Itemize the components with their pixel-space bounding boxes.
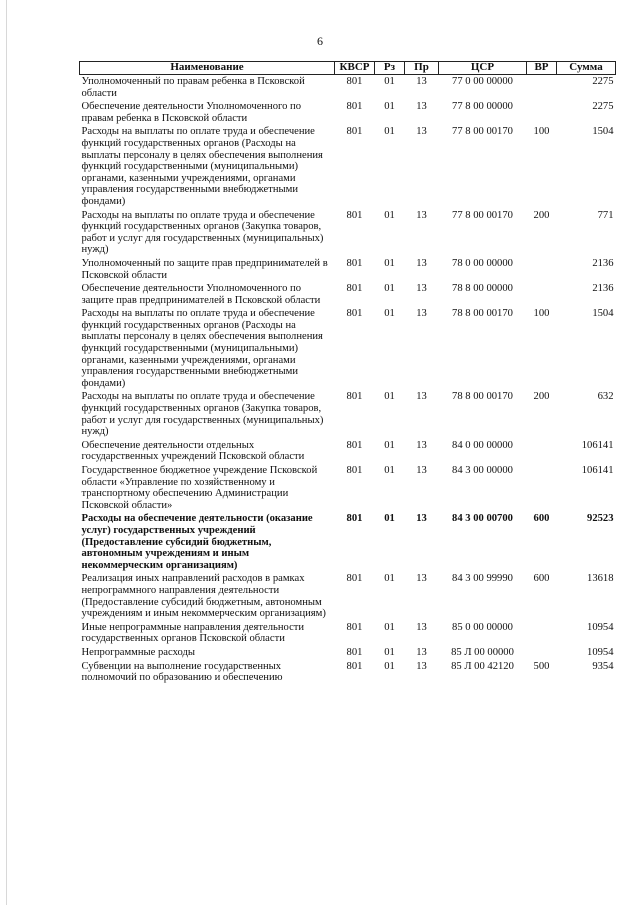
row-vr: 100	[533, 308, 550, 320]
row-rz: 01	[384, 209, 395, 221]
row-name: Обеспечение деятельности Уполномоченного по защите прав предпринимателей в Псковской области	[81, 283, 321, 306]
row-pr: 13	[416, 621, 427, 633]
row-pr: 13	[416, 283, 427, 295]
row-pr: 13	[416, 101, 427, 113]
row-sum: 771	[597, 209, 614, 221]
row-sum: 2136	[592, 283, 614, 295]
row-sum: 10954	[587, 646, 614, 658]
row-rz: 01	[384, 573, 395, 585]
row-rz: 01	[384, 101, 395, 113]
table-row	[80, 621, 616, 646]
row-sum: 92523	[587, 513, 614, 525]
row-rz: 01	[384, 391, 395, 403]
table-row	[80, 75, 616, 101]
row-sum: 632	[597, 391, 614, 403]
row-pr: 13	[416, 573, 427, 585]
scan-edge	[6, 0, 7, 905]
row-sum: 1504	[592, 126, 614, 138]
row-rz: 01	[384, 465, 395, 476]
row-name: Расходы на выплаты по оплате труда и обеспечение функций государственных органов (Расходы на выплаты персоналу в целях обеспечения выполнения функций государственными (муниципальными) органами, казенными учреждениями, органами управления государственными внебюджетными фондами)	[81, 126, 323, 207]
table-row	[80, 464, 616, 512]
row-csr: 85 0 00 00000	[452, 621, 513, 633]
row-sum: 106141	[581, 465, 614, 476]
row-pr: 13	[416, 76, 427, 87]
row-name: Государственное бюджетное учреждение Псковской области «Управление по хозяйственному и транспортному обеспечению Администрации Псковской области»	[81, 465, 318, 511]
row-csr: 84 3 00 00000	[452, 465, 513, 476]
row-kvsr: 801	[346, 209, 363, 221]
row-sum: 2136	[592, 257, 614, 269]
row-kvsr: 801	[346, 101, 363, 113]
row-vr: 200	[533, 209, 550, 221]
row-kvsr: 801	[346, 126, 363, 138]
row-rz: 01	[384, 513, 395, 525]
header-sum: Сумма	[557, 62, 616, 75]
row-name: Расходы на обеспечение деятельности (оказание услуг) государственных учреждений (Предоставление субсидий бюджетным, автономным учреждениям и иным некоммерческим организациям)	[81, 513, 313, 571]
row-rz: 01	[384, 621, 395, 633]
table-row	[80, 439, 616, 464]
header-csr: ЦСР	[439, 62, 527, 75]
row-csr: 78 8 00 00170	[452, 391, 513, 403]
row-pr: 13	[416, 646, 427, 658]
row-name: Субвенции на выполнение государственных полномочий по образованию и обеспечению	[81, 660, 283, 684]
table-row	[80, 390, 616, 438]
row-sum: 2275	[592, 76, 614, 87]
table-row	[80, 257, 616, 282]
table-row	[80, 307, 616, 390]
row-name: Расходы на выплаты по оплате труда и обеспечение функций государственных органов (Закупка товаров, работ и услуг для государственных (муниципальных) нужд)	[81, 209, 324, 256]
row-rz: 01	[384, 126, 395, 138]
row-csr: 77 0 00 00000	[452, 76, 513, 87]
row-name: Обеспечение деятельности отдельных государственных учреждений Псковской области	[81, 439, 305, 463]
row-vr	[527, 439, 557, 464]
row-sum: 1504	[592, 308, 614, 320]
header-name: Наименование	[80, 62, 335, 75]
row-vr	[527, 100, 557, 125]
row-vr	[527, 282, 557, 307]
row-kvsr: 801	[346, 573, 363, 585]
row-csr: 78 8 00 00000	[452, 283, 513, 295]
row-name: Реализация иных направлений расходов в рамках непрограммного направления деятельности (Предоставление субсидий бюджетным, автономным учреждениям и иным некоммерческим организациям)	[81, 573, 326, 620]
row-vr	[527, 464, 557, 512]
table-row	[80, 572, 616, 620]
row-rz: 01	[384, 257, 395, 269]
row-sum: 9354	[592, 660, 614, 672]
row-csr: 84 0 00 00000	[452, 439, 513, 451]
row-csr: 84 3 00 99990	[452, 573, 513, 585]
row-kvsr: 801	[346, 439, 363, 451]
page-number: 6	[317, 34, 323, 48]
table-row	[80, 100, 616, 125]
row-rz: 01	[384, 660, 395, 672]
header-kvsr: КВСР	[335, 62, 375, 75]
row-vr: 600	[533, 513, 550, 525]
row-rz: 01	[384, 76, 395, 87]
table-header-row	[80, 62, 616, 75]
table-row	[80, 512, 616, 572]
row-pr: 13	[416, 660, 427, 672]
row-csr: 84 3 00 00700	[452, 513, 513, 525]
row-vr: 200	[533, 391, 550, 403]
header-vr: ВР	[527, 62, 557, 75]
row-kvsr: 801	[346, 660, 363, 672]
row-kvsr: 801	[346, 465, 363, 476]
row-name: Уполномоченный по правам ребенка в Псковской области	[81, 76, 305, 99]
row-pr: 13	[416, 209, 427, 221]
row-sum: 10954	[587, 621, 614, 633]
row-csr: 77 8 00 00170	[452, 126, 513, 138]
row-vr	[527, 257, 557, 282]
row-name: Расходы на выплаты по оплате труда и обеспечение функций государственных органов (Расходы на выплаты персоналу в целях обеспечения выполнения функций государственными (муниципальными) органами, казенными учреждениями, органами управления государственными внебюджетными фондами)	[81, 308, 323, 389]
row-rz: 01	[384, 439, 395, 451]
table-row	[80, 660, 616, 685]
row-kvsr: 801	[346, 283, 363, 295]
header-pr: Пр	[405, 62, 439, 75]
row-vr	[527, 621, 557, 646]
row-kvsr: 801	[346, 646, 363, 658]
row-vr: 600	[533, 573, 550, 585]
row-rz: 01	[384, 283, 395, 295]
row-kvsr: 801	[346, 513, 363, 525]
row-csr: 77 8 00 00000	[452, 101, 513, 113]
budget-table	[79, 61, 616, 685]
row-sum: 13618	[587, 573, 614, 585]
row-name: Непрограммные расходы	[81, 646, 195, 658]
row-rz: 01	[384, 646, 395, 658]
row-kvsr: 801	[346, 76, 363, 87]
row-pr: 13	[416, 391, 427, 403]
row-sum: 106141	[581, 439, 614, 451]
row-csr: 77 8 00 00170	[452, 209, 513, 221]
row-pr: 13	[416, 308, 427, 320]
table-row	[80, 282, 616, 307]
row-pr: 13	[416, 465, 427, 476]
table-row	[80, 125, 616, 208]
row-vr	[527, 75, 557, 101]
row-name: Уполномоченный по защите прав предпринимателей в Псковской области	[81, 257, 328, 281]
row-kvsr: 801	[346, 621, 363, 633]
row-csr: 85 Л 00 00000	[451, 646, 514, 658]
row-vr: 100	[533, 126, 550, 138]
row-name: Расходы на выплаты по оплате труда и обеспечение функций государственных органов (Закупка товаров, работ и услуг для государственных (муниципальных) нужд)	[81, 391, 324, 438]
row-name: Иные непрограммные направления деятельности государственных органов Псковской области	[81, 621, 305, 645]
table-row	[80, 646, 616, 660]
row-name: Обеспечение деятельности Уполномоченного по правам ребенка в Псковской области	[81, 101, 302, 124]
row-sum: 2275	[592, 101, 614, 113]
row-csr: 78 0 00 00000	[452, 257, 513, 269]
row-rz: 01	[384, 308, 395, 320]
row-csr: 85 Л 00 42120	[451, 660, 514, 672]
row-pr: 13	[416, 257, 427, 269]
table-row	[80, 209, 616, 257]
row-kvsr: 801	[346, 257, 363, 269]
row-pr: 13	[416, 513, 427, 525]
row-vr	[527, 646, 557, 660]
row-vr: 500	[533, 660, 550, 672]
header-rz: Рз	[375, 62, 405, 75]
row-kvsr: 801	[346, 308, 363, 320]
row-pr: 13	[416, 126, 427, 138]
row-kvsr: 801	[346, 391, 363, 403]
row-csr: 78 8 00 00170	[452, 308, 513, 320]
row-pr: 13	[416, 439, 427, 451]
